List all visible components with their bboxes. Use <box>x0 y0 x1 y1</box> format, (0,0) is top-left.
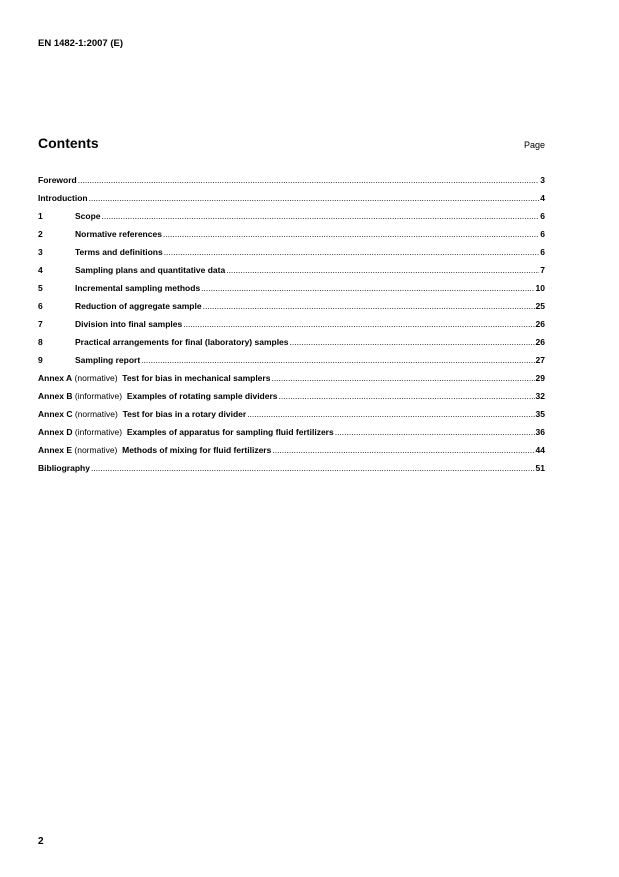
toc-entry-page: 6 <box>540 247 545 257</box>
toc-entry-number: 5 <box>38 283 43 293</box>
toc-entry-page: 6 <box>540 211 545 221</box>
toc-entry-page: 27 <box>535 355 545 365</box>
toc-entry[interactable] <box>38 319 545 337</box>
toc-entry-title: Annex B <box>38 391 73 401</box>
toc-entry-page: 25 <box>535 301 545 311</box>
toc-entry-page: 6 <box>540 229 545 239</box>
toc-entry-qualifier: (normative) <box>74 445 118 455</box>
toc-entry-number: 8 <box>38 337 43 347</box>
toc-entry-page: 4 <box>540 193 545 203</box>
toc-entry-page: 7 <box>540 265 545 275</box>
dot-leader <box>102 211 540 221</box>
dot-leader <box>89 193 540 203</box>
toc-entry[interactable] <box>38 265 545 283</box>
page-column-label: Page <box>523 140 545 150</box>
toc-entry-page: 51 <box>535 463 545 473</box>
toc-entry-number: 1 <box>38 211 43 221</box>
toc-entry[interactable] <box>38 355 545 373</box>
toc-entry-page: 36 <box>535 427 545 437</box>
toc-entry-title: Division into final samples <box>75 319 183 329</box>
dot-leader <box>279 391 535 401</box>
toc-entry-subtitle: Test for bias in mechanical samplers <box>122 373 271 383</box>
toc-entry-title: Terms and definitions <box>75 247 163 257</box>
dot-leader <box>226 265 539 275</box>
toc-entry-page: 29 <box>535 373 545 383</box>
toc-entry[interactable] <box>38 193 545 211</box>
toc-entry-title: Annex D <box>38 427 73 437</box>
toc-entry-title: Scope <box>75 211 101 221</box>
toc-entry[interactable] <box>38 391 545 409</box>
toc-entry-number: 3 <box>38 247 43 257</box>
toc-entry-page: 10 <box>535 283 545 293</box>
toc-entry-page: 44 <box>535 445 545 455</box>
dot-leader <box>78 175 540 185</box>
toc-entry-number: 9 <box>38 355 43 365</box>
dot-leader <box>247 409 534 419</box>
toc-entry-page: 26 <box>535 319 545 329</box>
toc-entry-qualifier: (informative) <box>74 427 123 437</box>
toc-entry[interactable] <box>38 445 545 463</box>
toc-entry-title: Practical arrangements for final (laboratory) samples <box>75 337 289 347</box>
toc-entry-title: Reduction of aggregate sample <box>75 301 202 311</box>
toc-entry[interactable] <box>38 337 545 355</box>
toc-entry-title: Bibliography <box>38 463 90 473</box>
toc-entry-title: Normative references <box>75 229 162 239</box>
toc-entry[interactable] <box>38 283 545 301</box>
toc-entry-title: Sampling report <box>75 355 141 365</box>
dot-leader <box>272 445 534 455</box>
toc-entry[interactable] <box>38 211 545 229</box>
dot-leader <box>183 319 534 329</box>
toc-entry-number: 4 <box>38 265 43 275</box>
toc-entry-subtitle: Examples of rotating sample dividers <box>126 391 278 401</box>
toc-entry[interactable] <box>38 229 545 247</box>
dot-leader <box>163 229 539 239</box>
dot-leader <box>290 337 535 347</box>
toc-entry-qualifier: (normative) <box>74 409 118 419</box>
toc-entry-subtitle: Test for bias in a rotary divider <box>122 409 247 419</box>
dot-leader <box>164 247 540 257</box>
toc-entry-title: Introduction <box>38 193 88 203</box>
toc-entry-title: Annex C <box>38 409 73 419</box>
toc-entry-number: 7 <box>38 319 43 329</box>
table-of-contents <box>38 175 545 481</box>
toc-entry[interactable] <box>38 427 545 445</box>
dot-leader <box>271 373 534 383</box>
toc-entry-number: 6 <box>38 301 43 311</box>
dot-leader <box>201 283 534 293</box>
toc-entry-number: 2 <box>38 229 43 239</box>
dot-leader <box>203 301 535 311</box>
toc-entry[interactable] <box>38 409 545 427</box>
toc-entry-subtitle: Methods of mixing for fluid fertilizers <box>122 445 272 455</box>
toc-entry[interactable] <box>38 301 545 319</box>
toc-entry-title: Annex A <box>38 373 73 383</box>
contents-title: Contents <box>38 135 99 151</box>
toc-entry-title: Incremental sampling methods <box>75 283 201 293</box>
toc-entry[interactable] <box>38 373 545 391</box>
toc-entry-qualifier: (informative) <box>74 391 123 401</box>
document-id-header: EN 1482-1:2007 (E) <box>38 38 124 49</box>
toc-entry[interactable] <box>38 247 545 265</box>
dot-leader <box>335 427 535 437</box>
toc-entry-page: 3 <box>540 175 545 185</box>
toc-entry-page: 32 <box>535 391 545 401</box>
page-number: 2 <box>38 836 44 847</box>
toc-entry[interactable] <box>38 175 545 193</box>
toc-entry-subtitle: Examples of apparatus for sampling fluid fertilizers <box>126 427 334 437</box>
toc-entry-page: 26 <box>535 337 545 347</box>
toc-entry-qualifier: (normative) <box>74 373 118 383</box>
toc-entry-title: Sampling plans and quantitative data <box>75 265 226 275</box>
toc-entry-page: 35 <box>535 409 545 419</box>
toc-entry[interactable] <box>38 463 545 481</box>
toc-entry-title: Foreword <box>38 175 77 185</box>
dot-leader <box>91 463 535 473</box>
toc-entry-title: Annex E <box>38 445 73 455</box>
dot-leader <box>141 355 534 365</box>
